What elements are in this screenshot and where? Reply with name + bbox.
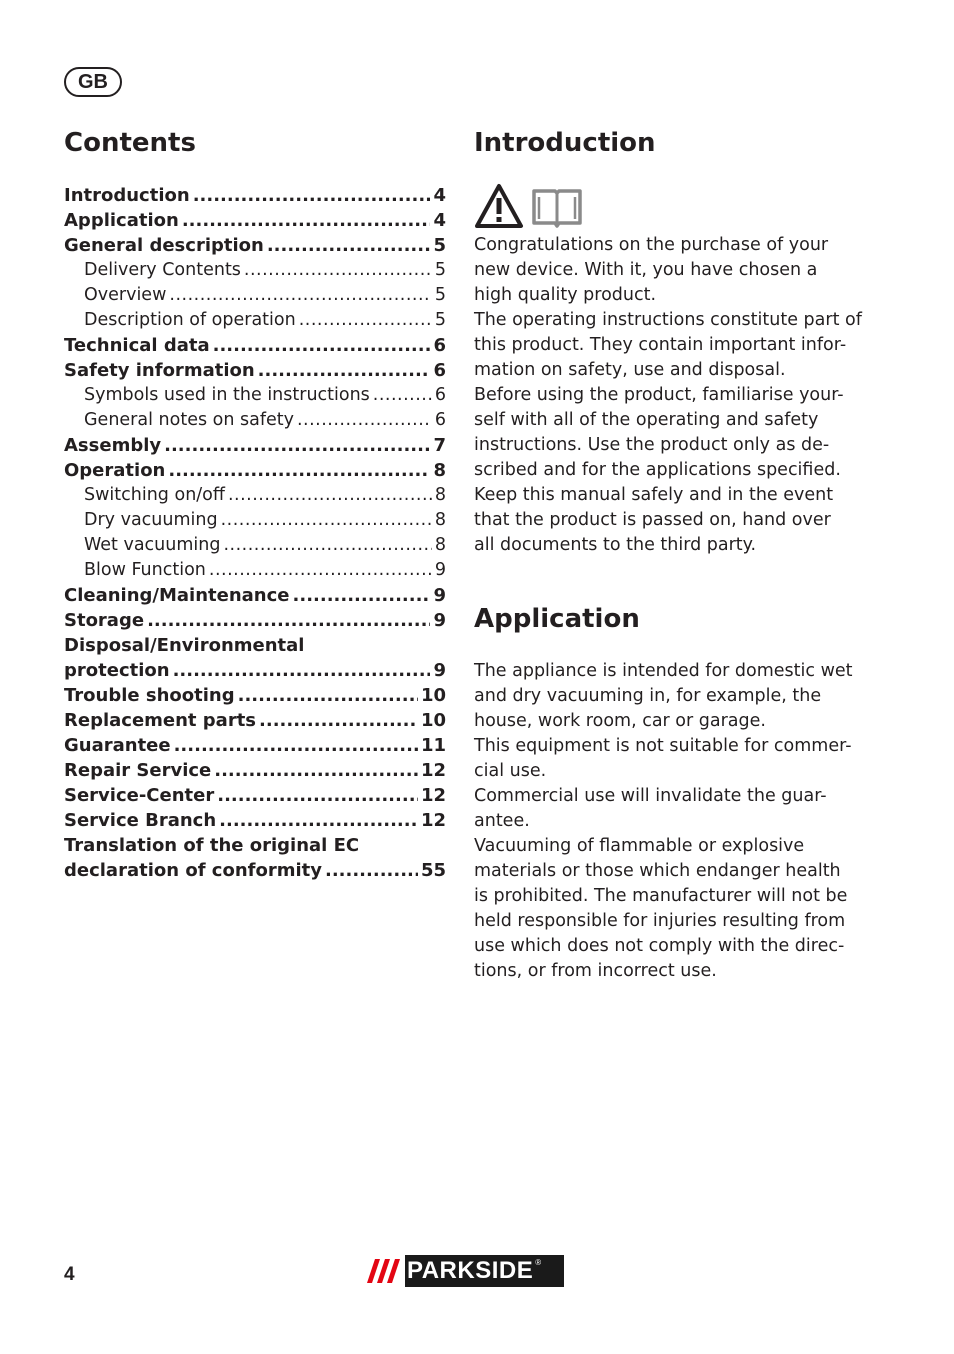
application-text-line: Commercial use will invalidate the guar- bbox=[474, 786, 827, 806]
toc-entry bbox=[64, 258, 446, 283]
registered-mark: ® bbox=[535, 1258, 542, 1267]
introduction-text bbox=[474, 233, 862, 558]
toc-entry-page: 12 bbox=[420, 810, 446, 831]
application-text-line: antee. bbox=[474, 811, 530, 831]
toc-leader-dots bbox=[214, 758, 418, 783]
toc-entry bbox=[64, 783, 446, 808]
toc-entry bbox=[64, 833, 446, 858]
toc-entry-page: 6 bbox=[433, 360, 446, 381]
toc-entry-page: 8 bbox=[434, 510, 446, 530]
toc-entry-page: 55 bbox=[420, 860, 446, 881]
toc-entry-label: Description of operation bbox=[84, 310, 296, 330]
toc-leader-dots bbox=[182, 208, 431, 233]
toc-leader-dots bbox=[228, 483, 432, 508]
toc-entry-label: Overview bbox=[84, 285, 167, 305]
toc-entry-label: Repair Service bbox=[64, 760, 212, 781]
toc-entry-page: 4 bbox=[433, 185, 446, 206]
toc-entry-label: Safety information bbox=[64, 360, 255, 381]
toc-entry bbox=[64, 183, 446, 208]
toc-leader-dots bbox=[164, 433, 430, 458]
toc-entry-page: 6 bbox=[434, 385, 446, 405]
toc-entry bbox=[64, 533, 446, 558]
application-heading: Application bbox=[474, 604, 640, 634]
toc-entry bbox=[64, 733, 446, 758]
toc-entry-page: 10 bbox=[420, 685, 446, 706]
toc-leader-dots bbox=[217, 783, 418, 808]
toc-entry-label: Symbols used in the instructions bbox=[84, 385, 370, 405]
toc-entry-page: 5 bbox=[433, 235, 446, 256]
toc-entry-label: Introduction bbox=[64, 185, 190, 206]
toc-leader-dots bbox=[209, 558, 432, 583]
toc-entry bbox=[64, 333, 446, 358]
application-text-line: materials or those which endanger health bbox=[474, 861, 841, 881]
toc-entry-page: 5 bbox=[434, 260, 446, 280]
toc-entry-page: 7 bbox=[433, 435, 446, 456]
toc-entry bbox=[64, 583, 446, 608]
toc-leader-dots bbox=[221, 508, 432, 533]
toc-entry-label: Wet vacuuming bbox=[84, 535, 221, 555]
toc-entry-page: 8 bbox=[434, 485, 446, 505]
toc-entry bbox=[64, 683, 446, 708]
toc-entry bbox=[64, 383, 446, 408]
introduction-text-line: The operating instructions constitute part of bbox=[474, 310, 862, 330]
application-text-line: is prohibited. The manufacturer will not be bbox=[474, 886, 848, 906]
toc-leader-dots bbox=[223, 533, 431, 558]
page-number: 4 bbox=[64, 1264, 75, 1285]
application-text-line: and dry vacuuming in, for example, the bbox=[474, 686, 822, 706]
introduction-text-line: scribed and for the applications specified. bbox=[474, 460, 841, 480]
contents-heading: Contents bbox=[64, 128, 196, 158]
toc-entry bbox=[64, 608, 446, 633]
toc-entry-label: Delivery Contents bbox=[84, 260, 241, 280]
toc-leader-dots bbox=[193, 183, 431, 208]
language-badge: GB bbox=[64, 67, 122, 97]
application-text-line: The appliance is intended for domestic wet bbox=[474, 661, 853, 681]
logo-slashes-icon bbox=[361, 1255, 405, 1287]
toc-entry-label: Technical data bbox=[64, 335, 210, 356]
warning-triangle-icon bbox=[474, 183, 524, 229]
introduction-text-line: new device. With it, you have chosen a bbox=[474, 260, 818, 280]
toc-entry bbox=[64, 283, 446, 308]
application-text-line: house, work room, car or garage. bbox=[474, 711, 766, 731]
toc-leader-dots bbox=[293, 583, 431, 608]
toc-entry bbox=[64, 708, 446, 733]
toc-entry-label: Dry vacuuming bbox=[84, 510, 218, 530]
toc-entry-page: 9 bbox=[433, 610, 446, 631]
introduction-text-line: all documents to the third party. bbox=[474, 535, 757, 555]
toc-entry bbox=[64, 433, 446, 458]
toc-entry bbox=[64, 408, 446, 433]
toc-entry-page: 4 bbox=[433, 210, 446, 231]
toc-leader-dots bbox=[259, 708, 418, 733]
toc-leader-dots bbox=[325, 858, 418, 883]
toc-entry-label: Service Branch bbox=[64, 810, 217, 831]
toc-entry bbox=[64, 308, 446, 333]
toc-leader-dots bbox=[297, 408, 432, 433]
toc-entry-page: 11 bbox=[420, 735, 446, 756]
toc-entry-label: declaration of conformity bbox=[64, 860, 322, 881]
toc-entry-label: Assembly bbox=[64, 435, 162, 456]
toc-entry-page: 9 bbox=[433, 660, 446, 681]
toc-entry-label: Translation of the original EC bbox=[64, 835, 360, 856]
intro-symbols bbox=[474, 183, 584, 229]
table-of-contents bbox=[64, 183, 446, 883]
parkside-logo bbox=[361, 1255, 564, 1287]
toc-entry-page: 10 bbox=[420, 710, 446, 731]
toc-entry bbox=[64, 208, 446, 233]
toc-entry-label: Operation bbox=[64, 460, 166, 481]
toc-entry-label: Trouble shooting bbox=[64, 685, 235, 706]
application-text bbox=[474, 659, 859, 984]
toc-entry bbox=[64, 658, 446, 683]
application-text-line: held responsible for injuries resulting from bbox=[474, 911, 846, 931]
toc-entry-label: Cleaning/Maintenance bbox=[64, 585, 290, 606]
toc-leader-dots bbox=[173, 658, 431, 683]
toc-entry-label: Application bbox=[64, 210, 179, 231]
toc-entry-label: General description bbox=[64, 235, 264, 256]
toc-entry-page: 9 bbox=[434, 560, 446, 580]
application-text-line: Vacuuming of flammable or explosive bbox=[474, 836, 805, 856]
toc-leader-dots bbox=[147, 608, 430, 633]
toc-entry-page: 5 bbox=[434, 310, 446, 330]
toc-entry-page: 8 bbox=[434, 535, 446, 555]
toc-entry bbox=[64, 508, 446, 533]
toc-entry-label: Guarantee bbox=[64, 735, 171, 756]
toc-entry bbox=[64, 558, 446, 583]
toc-leader-dots bbox=[258, 358, 431, 383]
open-manual-icon bbox=[530, 183, 584, 229]
toc-leader-dots bbox=[213, 333, 431, 358]
toc-entry bbox=[64, 858, 446, 883]
toc-entry-page: 9 bbox=[433, 585, 446, 606]
toc-entry-label: Disposal/Environmental bbox=[64, 635, 305, 656]
toc-entry-page: 12 bbox=[420, 785, 446, 806]
introduction-text-line: self with all of the operating and safety bbox=[474, 410, 819, 430]
toc-entry bbox=[64, 808, 446, 833]
toc-leader-dots bbox=[174, 733, 418, 758]
toc-leader-dots bbox=[168, 458, 430, 483]
toc-entry-page: 8 bbox=[433, 460, 446, 481]
application-text-line: cial use. bbox=[474, 761, 547, 781]
toc-entry-page: 5 bbox=[434, 285, 446, 305]
introduction-text-line: Keep this manual safely and in the event bbox=[474, 485, 834, 505]
introduction-heading: Introduction bbox=[474, 128, 656, 158]
toc-leader-dots bbox=[219, 808, 418, 833]
application-text-line: This equipment is not suitable for commer- bbox=[474, 736, 852, 756]
toc-entry bbox=[64, 758, 446, 783]
toc-entry-label: Service-Center bbox=[64, 785, 215, 806]
toc-entry-label: Blow Function bbox=[84, 560, 206, 580]
introduction-text-line: instructions. Use the product only as de- bbox=[474, 435, 830, 455]
brand-name: PARKSIDE bbox=[407, 1257, 534, 1284]
toc-entry bbox=[64, 233, 446, 258]
toc-entry-page: 6 bbox=[433, 335, 446, 356]
toc-entry bbox=[64, 483, 446, 508]
introduction-text-line: mation on safety, use and disposal. bbox=[474, 360, 786, 380]
application-text-line: tions, or from incorrect use. bbox=[474, 961, 717, 981]
toc-leader-dots bbox=[244, 258, 432, 283]
introduction-text-line: this product. They contain important infor- bbox=[474, 335, 847, 355]
toc-entry-label: General notes on safety bbox=[84, 410, 294, 430]
toc-leader-dots bbox=[169, 283, 431, 308]
toc-entry bbox=[64, 458, 446, 483]
toc-entry-page: 12 bbox=[420, 760, 446, 781]
toc-entry-label: Storage bbox=[64, 610, 145, 631]
application-text-line: use which does not comply with the direc- bbox=[474, 936, 845, 956]
toc-entry-page: 6 bbox=[434, 410, 446, 430]
toc-entry-label: protection bbox=[64, 660, 170, 681]
toc-leader-dots bbox=[267, 233, 431, 258]
toc-leader-dots bbox=[373, 383, 432, 408]
toc-entry bbox=[64, 633, 446, 658]
toc-entry bbox=[64, 358, 446, 383]
introduction-text-line: that the product is passed on, hand over bbox=[474, 510, 831, 530]
introduction-text-line: high quality product. bbox=[474, 285, 657, 305]
toc-entry-label: Replacement parts bbox=[64, 710, 257, 731]
toc-leader-dots bbox=[238, 683, 418, 708]
introduction-text-line: Congratulations on the purchase of your bbox=[474, 235, 829, 255]
introduction-text-line: Before using the product, familiarise your- bbox=[474, 385, 844, 405]
toc-leader-dots bbox=[299, 308, 432, 333]
toc-entry-label: Switching on/off bbox=[84, 485, 225, 505]
